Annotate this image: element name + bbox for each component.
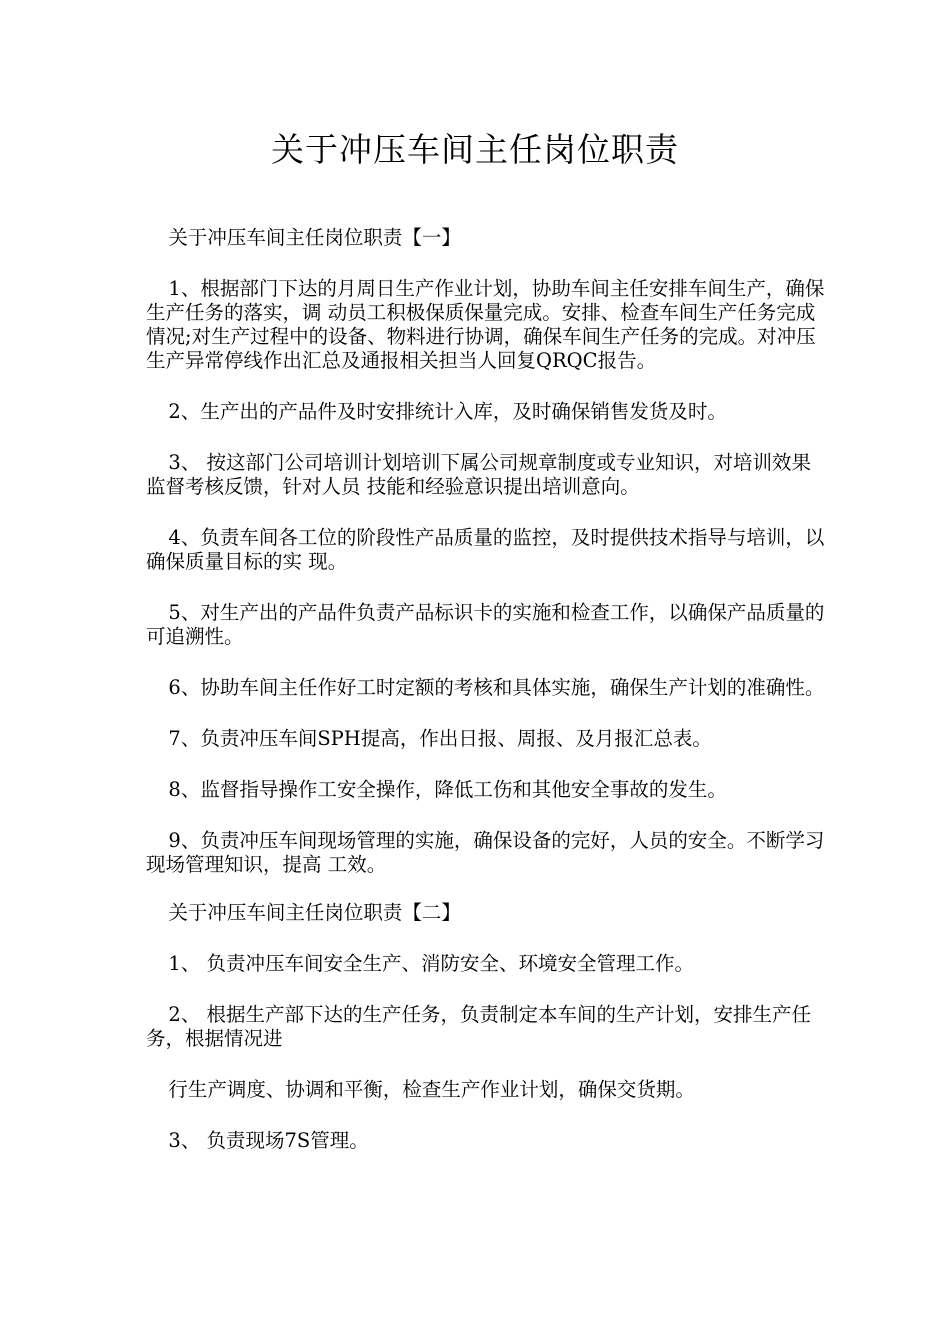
duty-paragraph-2-2-continued: 行生产调度、协调和平衡，检查生产作业计划，确保交货期。 bbox=[168, 1078, 695, 1101]
duty-paragraph-1-6: 6、协助车间主任作好工时定额的考核和具体实施，确保生产计划的准确性。 bbox=[168, 676, 825, 699]
duty-paragraph-1-1: 1、根据部门下达的月周日生产作业计划，协助车间主任安排车间生产，确保生产任务的落实，调 动员工积极保质保量完成。安排、检查车间生产任务完成情况;对生产过程中的设备、物料进行协调，确保车间生产任务的完成。对冲压生产异常停线作出汇总及通报相关担当人回复QRQC报告。 bbox=[146, 277, 825, 372]
duty-paragraph-1-4: 4、负责车间各工位的阶段性产品质量的监控，及时提供技术指导与培训，以确保质量目标的实 现。 bbox=[146, 526, 825, 573]
document-body bbox=[146, 226, 826, 1180]
section-heading-1: 关于冲压车间主任岗位职责【一】 bbox=[168, 226, 461, 249]
duty-paragraph-1-3: 3、 按这部门公司培训计划培训下属公司规章制度或专业知识，对培训效果监督考核反馈，针对人员 技能和经验意识提出培训意向。 bbox=[146, 451, 812, 498]
duty-paragraph-2-2: 2、 根据生产部下达的生产任务，负责制定本车间的生产计划，安排生产任务，根据情况进 bbox=[146, 1003, 812, 1050]
duty-paragraph-1-9: 9、负责冲压车间现场管理的实施，确保设备的完好，人员的安全。不断学习现场管理知识，提高 工效。 bbox=[146, 829, 825, 876]
duty-paragraph-2-1: 1、 负责冲压车间安全生产、消防安全、环境安全管理工作。 bbox=[168, 952, 695, 975]
duty-paragraph-1-2: 2、生产出的产品件及时安排统计入库，及时确保销售发货及时。 bbox=[168, 400, 727, 423]
duty-paragraph-1-5: 5、对生产出的产品件负责产品标识卡的实施和检查工作，以确保产品质量的可追溯性。 bbox=[146, 601, 825, 648]
duty-paragraph-1-8: 8、监督指导操作工安全操作，降低工伤和其他安全事故的发生。 bbox=[168, 778, 727, 801]
duty-paragraph-1-7: 7、负责冲压车间SPH提高，作出日报、周报、及月报汇总表。 bbox=[168, 727, 712, 750]
section-heading-2: 关于冲压车间主任岗位职责【二】 bbox=[168, 901, 461, 924]
duty-paragraph-2-3: 3、 负责现场7S管理。 bbox=[168, 1129, 369, 1152]
document-title: 关于冲压车间主任岗位职责 bbox=[271, 130, 679, 169]
